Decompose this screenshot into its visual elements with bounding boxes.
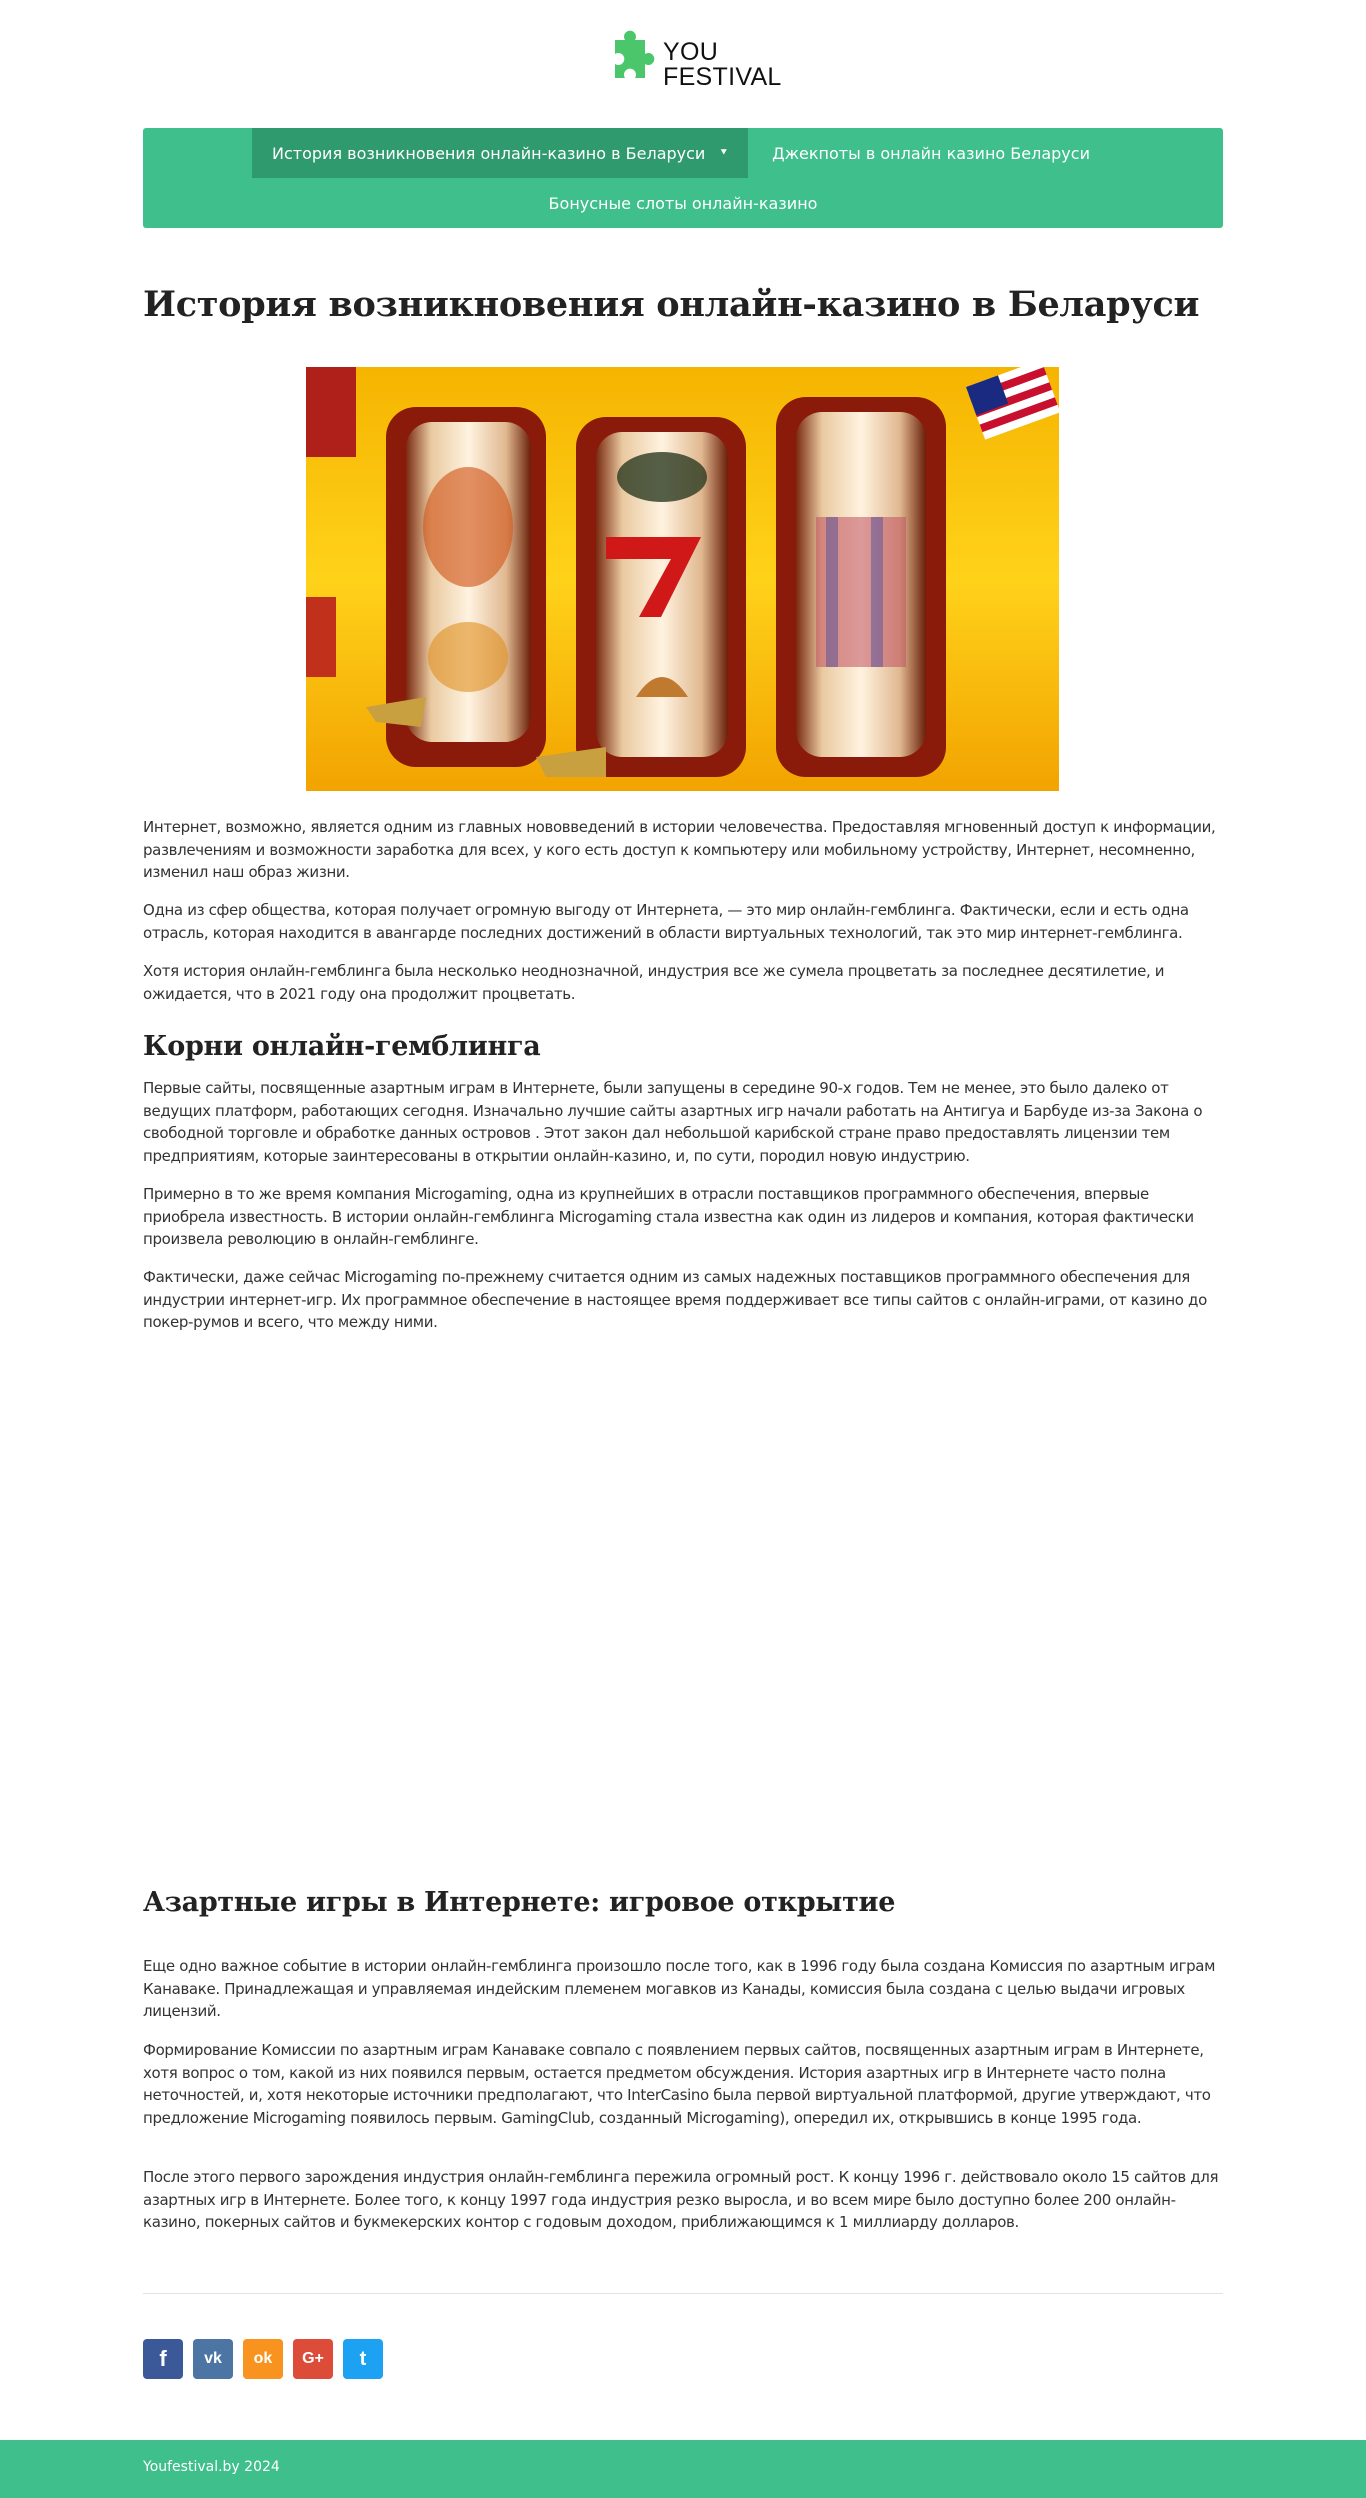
puzzle-icon	[605, 28, 655, 102]
paragraph: Примерно в то же время компания Microgaming, одна из крупнейших в отрасли поставщиков программного обеспечения, впервые приобрела известность. В истории онлайн-гемблинга Microgaming стала известна как один из лидеров и компания, которая фактически произвела революцию в онлайн-гемблинге.	[143, 1185, 1194, 1248]
chevron-down-icon[interactable]: ⯆	[719, 146, 729, 159]
paragraph: Первые сайты, посвященные азартным играм в Интернете, были запущены в середине 90-х годов. Тем не менее, это было далеко от ведущих платформ, работающих сегодня. Изначально лучшие сайты азартных игр начали работать на Антигуа и Барбуде из-за Закона о свободной торговле и обработке данных островов . Этот закон дал небольшой карибской стране право предоставлять лицензии тем предприятиям, которые заинтересованы в открытии онлайн-казино, и, по сути, породил новую индустрию.	[143, 1079, 1203, 1165]
facebook-icon[interactable]: f	[143, 2339, 183, 2379]
paragraph: Интернет, возможно, является одним из главных нововведений в истории человечества. Предоставляя мгновенный доступ к информации, развлечениям и возможности заработка для всех, у кого есть доступ к компьютеру или мобильному устройству, Интернет, несомненно, изменил наш образ жизни.	[143, 818, 1216, 881]
paragraph: Еще одно важное событие в истории онлайн-гемблинга произошло после того, как в 1996 году была создана Комиссия по азартным играм Канаваке. Принадлежащая и управляемая индейским племенем могавков из Канады, комиссия была создана с целью выдачи игровых лицензий.	[143, 1957, 1216, 2020]
odnoklassniki-icon[interactable]: ok	[243, 2339, 283, 2379]
site-header	[0, 0, 1366, 128]
paragraph: Хотя история онлайн-гемблинга была несколько неоднозначной, индустрия все же сумела процветать за последнее десятилетие, и ожидается, что в 2021 году она продолжит процветать.	[143, 962, 1165, 1003]
nav-item-history[interactable]	[252, 128, 748, 178]
nav-item-jackpots[interactable]	[748, 128, 1114, 178]
footer-copyright: Youfestival.by 2024	[143, 2459, 280, 2475]
paragraph: Одна из сфер общества, которая получает огромную выгоду от Интернета, — это мир онлайн-гемблинга. Фактически, если и есть одна отрасль, которая находится в авангарде последних достижений в области виртуальных технологий, так это мир интернет-гемблинга.	[143, 901, 1189, 942]
nav-item-label: Бонусные слоты онлайн-казино	[548, 193, 818, 213]
logo-line-1: YOU	[663, 38, 719, 66]
main-nav	[143, 128, 1223, 228]
twitter-icon[interactable]: t	[343, 2339, 383, 2379]
paragraph: После этого первого зарождения индустрия онлайн-гемблинга пережила огромный рост. К концу 1996 г. действовало около 15 сайтов для азартных игр в Интернете. Более того, к концу 1997 года индустрия резко выросла, и во всем мире было доступно более 200 онлайн-казино, покерных сайтов и букмекерских контор с годовым доходом, приближающимся к 1 миллиарду долларов.	[143, 2168, 1219, 2231]
vk-icon[interactable]: vk	[193, 2339, 233, 2379]
nav-item-bonus-slots[interactable]	[525, 178, 842, 228]
nav-item-label: Джекпоты в онлайн казино Беларуси	[772, 143, 1090, 163]
slot-machine-image	[306, 367, 1059, 791]
section-heading: Азартные игры в Интернете: игровое открытие	[143, 1887, 896, 1918]
logo-link[interactable]	[605, 28, 782, 102]
nav-item-label: История возникновения онлайн-казино в Беларуси	[272, 143, 706, 163]
site-footer	[0, 2440, 1366, 2498]
social-share	[143, 2339, 393, 2379]
google-plus-icon[interactable]: G+	[293, 2339, 333, 2379]
logo-line-2: FESTIVAL	[663, 63, 782, 91]
logo-text	[663, 40, 782, 90]
divider	[143, 2293, 1223, 2294]
paragraph: Формирование Комиссии по азартным играм Канаваке совпало с появлением первых сайтов, посвященных азартным играм в Интернете, хотя вопрос о том, какой из них появился первым, остается предметом обсуждения. История азартных игр в Интернете часто полна неточностей, и, хотя некоторые источники предполагают, что InterCasino была первой виртуальной платформой, другие утверждают, что предложение Microgaming появилось первым. GamingClub, созданный Microgaming), опередил их, открывшись в конце 1995 года.	[143, 2041, 1211, 2127]
section-heading: Корни онлайн-гемблинга	[143, 1031, 541, 1062]
page-title: История возникновения онлайн-казино в Беларуси	[143, 284, 1200, 325]
paragraph: Фактически, даже сейчас Microgaming по-прежнему считается одним из самых надежных поставщиков программного обеспечения для индустрии интернет-игр. Их программное обеспечение в настоящее время поддерживает все типы сайтов с онлайн-играми, от казино до покер-румов и всего, что между ними.	[143, 1268, 1207, 1331]
